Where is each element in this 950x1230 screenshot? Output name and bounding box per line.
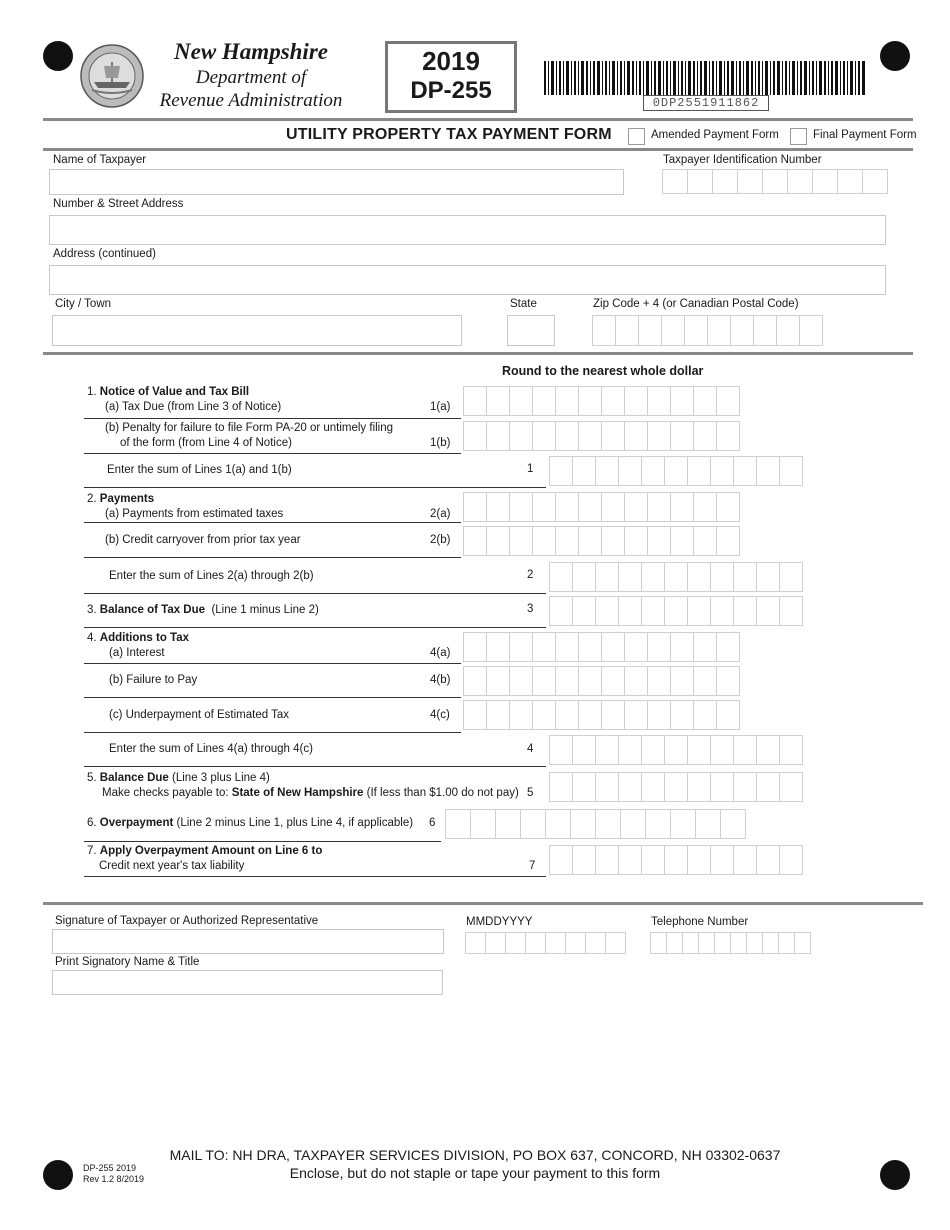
line4b-text: (b) Failure to Pay xyxy=(109,674,198,686)
line2a-amount-field[interactable] xyxy=(463,492,739,522)
print-name-label: Print Signatory Name & Title xyxy=(55,956,200,968)
line5-payable-note: (If less than $1.00 do not pay) xyxy=(366,787,519,799)
signature-field[interactable] xyxy=(52,929,444,954)
line7-text: Credit next year's tax liability xyxy=(99,860,245,872)
street-field[interactable] xyxy=(49,215,886,245)
city-field[interactable] xyxy=(52,315,462,346)
line4c-text: (c) Underpayment of Estimated Tax xyxy=(109,709,290,721)
enclose-note: Enclose, but do not staple or tape your payment to this form xyxy=(289,1165,661,1181)
line4b-ref: 4(b) xyxy=(430,674,451,686)
header-divider xyxy=(43,118,913,121)
line3-num: 3. xyxy=(87,604,97,616)
name-field[interactable] xyxy=(49,169,624,195)
line2-label xyxy=(87,492,154,507)
revision-form: DP-255 2019 xyxy=(83,1163,137,1173)
city-label: City / Town xyxy=(55,298,112,310)
line1-label xyxy=(87,385,249,400)
line2a-ref: 2(a) xyxy=(430,508,451,520)
line4-ref: 4 xyxy=(527,743,534,755)
line2-num: 2. xyxy=(87,493,97,505)
line1-title: Notice of Value and Tax Bill xyxy=(99,386,250,398)
line2-amount-field[interactable] xyxy=(549,562,802,592)
final-checkbox[interactable] xyxy=(790,128,807,145)
line6-amount-field[interactable] xyxy=(445,809,745,839)
tin-field[interactable] xyxy=(662,169,887,194)
state-field[interactable] xyxy=(507,315,555,346)
zip-field[interactable] xyxy=(592,315,822,346)
phone-field[interactable] xyxy=(650,932,810,954)
phone-label: Telephone Number xyxy=(651,916,749,928)
revision-info xyxy=(83,1163,144,1185)
line2b-rule xyxy=(84,557,461,558)
line5-amount-field[interactable] xyxy=(549,772,802,802)
line1-num: 1. xyxy=(87,386,97,398)
line2-rule xyxy=(84,593,546,594)
mail-to-address: MAIL TO: NH DRA, TAXPAYER SERVICES DIVISION, PO BOX 637, CONCORD, NH 03302-0637 xyxy=(169,1147,781,1163)
name-label: Name of Taxpayer xyxy=(53,154,147,166)
form-id-box xyxy=(385,41,517,113)
barcode-icon xyxy=(544,61,866,95)
line2-title: Payments xyxy=(99,493,155,505)
line3-title: Balance of Tax Due xyxy=(99,604,206,616)
line4-rule xyxy=(84,766,546,767)
line4a-amount-field[interactable] xyxy=(463,632,739,662)
line3-rule xyxy=(84,627,546,628)
line3-label xyxy=(87,603,319,618)
line1b-amount-field[interactable] xyxy=(463,421,739,451)
line4-label xyxy=(87,631,189,646)
line7-label xyxy=(87,844,322,859)
zip-label: Zip Code + 4 (or Canadian Postal Code) xyxy=(593,298,799,310)
line1-amount-field[interactable] xyxy=(549,456,802,486)
line2a-text: (a) Payments from estimated taxes xyxy=(105,508,284,520)
form-title: UTILITY PROPERTY TAX PAYMENT FORM xyxy=(286,126,612,143)
agency-division: Revenue Administration xyxy=(159,90,343,111)
line6-num: 6. xyxy=(87,817,97,829)
line4-amount-field[interactable] xyxy=(549,735,802,765)
line2-sum-text: Enter the sum of Lines 2(a) through 2(b) xyxy=(109,570,314,582)
tin-label: Taxpayer Identification Number xyxy=(663,154,822,166)
line7-title: Apply Overpayment Amount on Line 6 to xyxy=(99,845,323,857)
line1b-ref: 1(b) xyxy=(430,437,451,449)
line3-text: (Line 1 minus Line 2) xyxy=(211,604,319,616)
agency-state: New Hampshire xyxy=(174,39,328,64)
signature-label: Signature of Taxpayer or Authorized Representative xyxy=(55,915,319,927)
registration-mark-top-left xyxy=(43,41,73,71)
form-number: DP-255 xyxy=(410,77,492,104)
section-divider xyxy=(43,352,913,355)
line6-text: (Line 2 minus Line 1, plus Line 4, if applicable) xyxy=(176,817,414,829)
line1b-text1: (b) Penalty for failure to file Form PA-20 or untimely filing xyxy=(105,422,394,434)
line1-ref: 1 xyxy=(527,463,534,475)
line4-num: 4. xyxy=(87,632,97,644)
line2-ref: 2 xyxy=(527,569,534,581)
line7-amount-field[interactable] xyxy=(549,845,802,875)
line4b-amount-field[interactable] xyxy=(463,666,739,696)
line7-ref: 7 xyxy=(529,860,536,872)
line5-payee: State of New Hampshire xyxy=(231,787,364,799)
round-note: Round to the nearest whole dollar xyxy=(502,364,704,378)
state-seal-icon xyxy=(80,44,144,108)
line1a-ref: 1(a) xyxy=(430,401,451,413)
line4a-rule xyxy=(84,663,461,664)
line2b-amount-field[interactable] xyxy=(463,526,739,556)
line5-payable-prefix: Make checks payable to: xyxy=(102,787,229,799)
line1a-rule xyxy=(84,418,461,419)
line4a-ref: 4(a) xyxy=(430,647,451,659)
barcode-number: 0DP2551911862 xyxy=(643,95,769,111)
line5-payable xyxy=(102,786,519,801)
line4c-amount-field[interactable] xyxy=(463,700,739,730)
line2b-ref: 2(b) xyxy=(430,534,451,546)
amended-checkbox[interactable] xyxy=(628,128,645,145)
date-field[interactable] xyxy=(465,932,625,954)
line6-title: Overpayment xyxy=(99,817,174,829)
line1b-rule xyxy=(84,453,461,454)
line7-rule xyxy=(84,876,546,877)
line6-ref: 6 xyxy=(429,817,436,829)
agency-department: Department of xyxy=(195,67,307,88)
line5-text: (Line 3 plus Line 4) xyxy=(172,772,270,784)
print-name-field[interactable] xyxy=(52,970,443,995)
line1a-amount-field[interactable] xyxy=(463,386,739,416)
line4a-text: (a) Interest xyxy=(109,647,165,659)
line1-rule xyxy=(84,487,546,488)
line2a-rule xyxy=(84,522,461,523)
line3-ref: 3 xyxy=(527,603,534,615)
line2b-text: (b) Credit carryover from prior tax year xyxy=(105,534,301,546)
revision-date: Rev 1.2 8/2019 xyxy=(83,1174,145,1184)
line4c-rule xyxy=(84,732,461,733)
line5-ref: 5 xyxy=(527,787,534,799)
registration-mark-top-right xyxy=(880,41,910,71)
title-divider xyxy=(43,148,913,151)
date-label: MMDDYYYY xyxy=(466,916,533,928)
line5-num: 5. xyxy=(87,772,97,784)
line1a-text: (a) Tax Due (from Line 3 of Notice) xyxy=(105,401,282,413)
line5-title: Balance Due xyxy=(99,772,169,784)
line5-label xyxy=(87,771,270,786)
line4-sum-text: Enter the sum of Lines 4(a) through 4(c) xyxy=(109,743,313,755)
form-year: 2019 xyxy=(422,46,480,76)
agency-name xyxy=(146,38,356,112)
final-checkbox-label: Final Payment Form xyxy=(813,129,917,141)
line3-amount-field[interactable] xyxy=(549,596,802,626)
amended-checkbox-label: Amended Payment Form xyxy=(651,129,779,141)
line4b-rule xyxy=(84,697,461,698)
address2-label: Address (continued) xyxy=(53,248,156,260)
line4c-ref: 4(c) xyxy=(430,709,450,721)
line1-sum-text: Enter the sum of Lines 1(a) and 1(b) xyxy=(107,464,292,476)
line1b-text2: of the form (from Line 4 of Notice) xyxy=(120,437,292,449)
street-label: Number & Street Address xyxy=(53,198,184,210)
line4-title: Additions to Tax xyxy=(99,632,190,644)
line6-rule xyxy=(84,841,441,842)
line6-label xyxy=(87,816,413,831)
line7-num: 7. xyxy=(87,845,97,857)
state-label: State xyxy=(510,298,537,310)
address2-field[interactable] xyxy=(49,265,886,295)
signature-divider xyxy=(43,902,923,905)
